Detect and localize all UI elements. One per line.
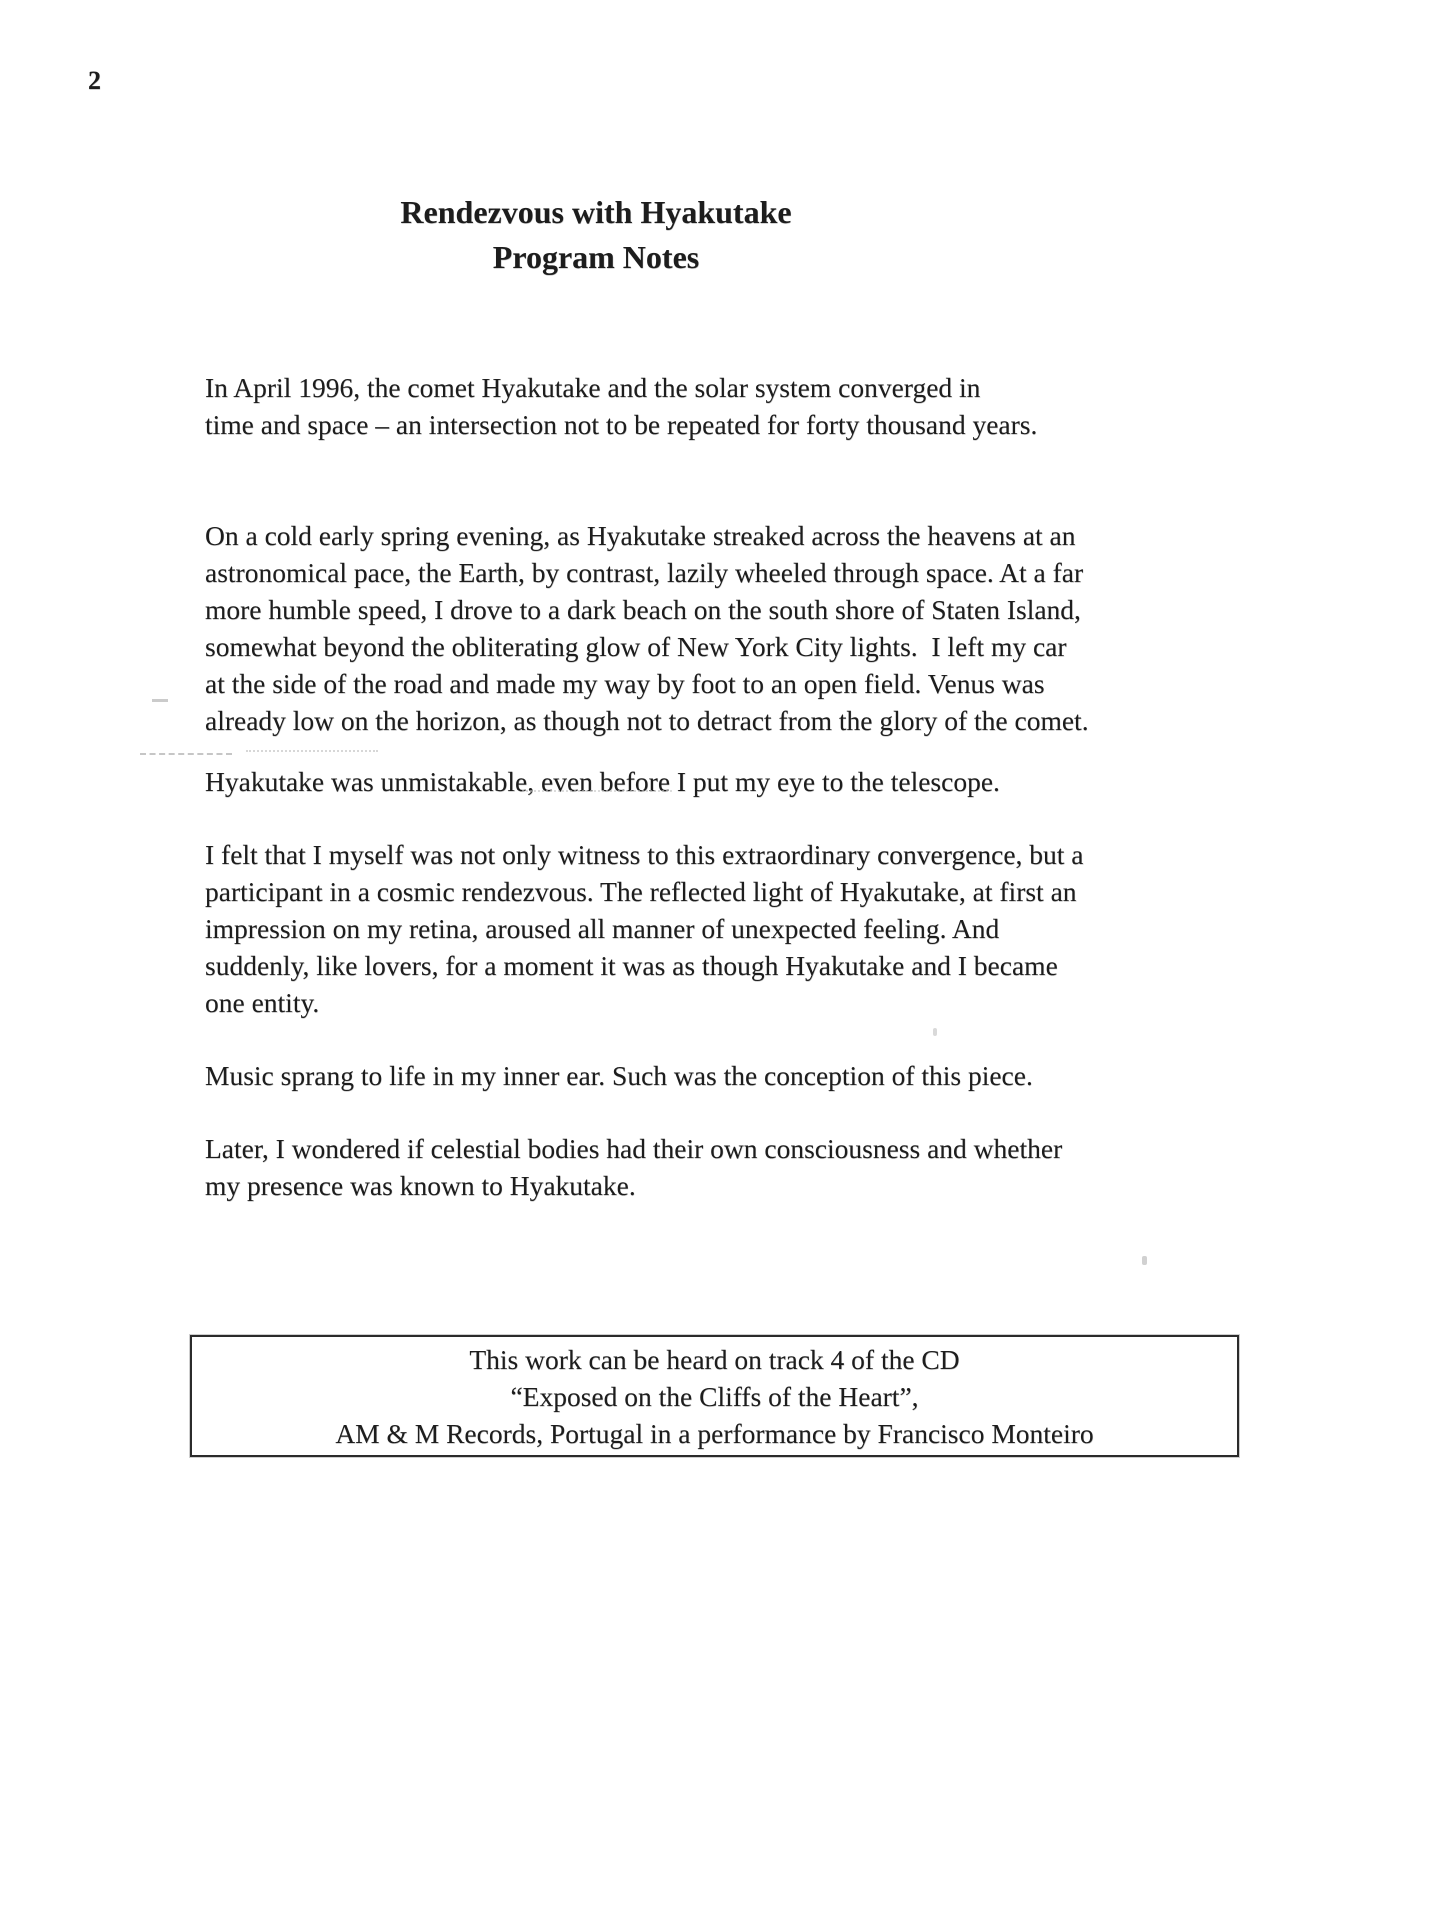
document-heading <box>0 190 1192 280</box>
footer-box-text: This work can be heard on track 4 of the CD “Exposed on the Cliffs of the Heart”, AM & M Records, Portugal in a performance by Francisco Monteiro <box>335 1344 1094 1449</box>
scan-artifact <box>152 699 168 702</box>
scan-artifact <box>140 753 232 755</box>
paragraph-intro: In April 1996, the comet Hyakutake and the solar system converged in time and space – an intersection not to be repeated for forty thousand years. <box>205 372 1038 440</box>
paragraph-music: Music sprang to life in my inner ear. Such was the conception of this piece. <box>205 1060 1033 1091</box>
document-subtitle: Program Notes <box>492 239 700 275</box>
paragraph-evening: On a cold early spring evening, as Hyakutake streaked across the heavens at an astronomical pace, the Earth, by contrast, lazily wheeled through space. At a far more humble speed, I drove to a dark beach on the south shore of Staten Island, somewhat beyond the obliterating glow of New York City lights. I left my car at the side of the road and made my way by foot to an open field. Venus was already low on the horizon, as though not to detract from the glory of the comet. <box>205 520 1089 736</box>
paragraph-later: Later, I wondered if celestial bodies had their own consciousness and whether my presence was known to Hyakutake. <box>205 1133 1063 1201</box>
scan-artifact <box>1142 1256 1147 1265</box>
paragraph-witness: I felt that I myself was not only witness to this extraordinary convergence, but a participant in a cosmic rendezvous. The reflected light of Hyakutake, at first an impression on my retina, aroused all manner of unexpected feeling. And suddenly, like lovers, for a moment it was as though Hyakutake and I became one entity. <box>205 839 1084 1018</box>
document-title: Rendezvous with Hyakutake <box>400 194 792 230</box>
scan-artifact <box>933 1028 937 1036</box>
paragraph-unmistakable: Hyakutake was unmistakable, even before I put my eye to the telescope. <box>205 766 1000 797</box>
scan-artifact <box>522 790 672 792</box>
footer-box <box>190 1335 1239 1457</box>
scan-artifact <box>246 750 378 752</box>
page-number: 2 <box>88 66 101 95</box>
